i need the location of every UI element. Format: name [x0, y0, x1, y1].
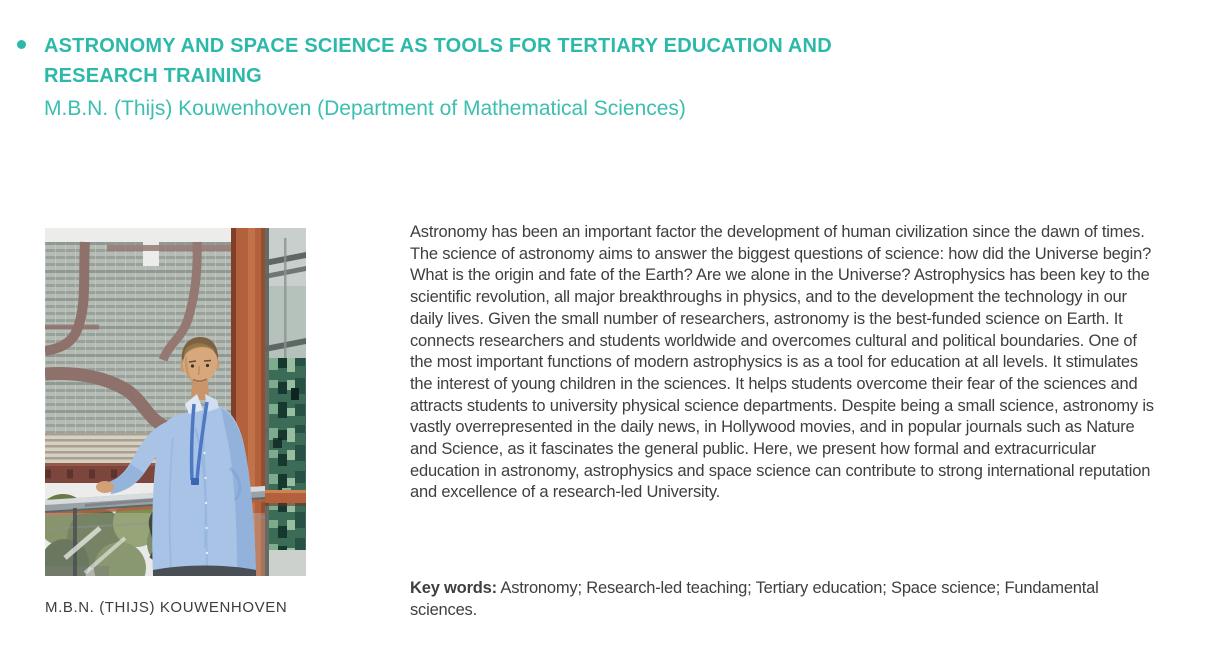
article-header	[44, 31, 1004, 124]
author-photo-caption: M.B.N. (THIJS) KOUWENHOVEN	[45, 599, 288, 616]
bullet-icon	[17, 40, 26, 49]
article-title-line-2: RESEARCH TRAINING	[44, 65, 262, 87]
keywords-text: Astronomy; Research-led teaching; Tertiary education; Space science; Fundamental sciences.	[410, 579, 1099, 619]
keywords-line	[410, 578, 1158, 621]
article-author-affiliation: M.B.N. (Thijs) Kouwenhoven (Department of Mathematical Sciences)	[44, 97, 686, 120]
article-title	[44, 31, 1004, 91]
abstract-section	[410, 222, 1158, 504]
abstract-text: Astronomy has been an important factor the development of human civilization since the dawn of times. The science of astronomy aims to answer the biggest questions of science: how did the Universe begin? What is the origin and fate of the Earth? Are we alone in the Universe? Astrophysics has been key to the scientific revolution, all major breakthroughs in physics, and to the development the technology in our daily lives. Given the small number of researchers, astronomy is the best-funded science on Earth. It connects researchers and students worldwide and overcomes cultural and political boundaries. One of the most important functions of modern astrophysics is as a tool for education at all levels. It stimulates the interest of young children in the sciences. It helps students overcome their fear of the sciences and attracts students to university physical science departments. Despite being a small science, astronomy is vastly overrepresented in the daily news, in Hollywood movies, and in popular journals such as Nature and Science, as it fascinates the general public. Here, we present how formal and extracurricular education in astronomy, astrophysics and space science can contribute to strong international reputation and excellence of a research-led University.	[410, 223, 1154, 502]
keywords-label: Key words:	[410, 579, 497, 597]
author-photo	[45, 228, 306, 576]
article-title-line-1: ASTRONOMY AND SPACE SCIENCE AS TOOLS FOR TERTIARY EDUCATION AND	[44, 35, 832, 57]
